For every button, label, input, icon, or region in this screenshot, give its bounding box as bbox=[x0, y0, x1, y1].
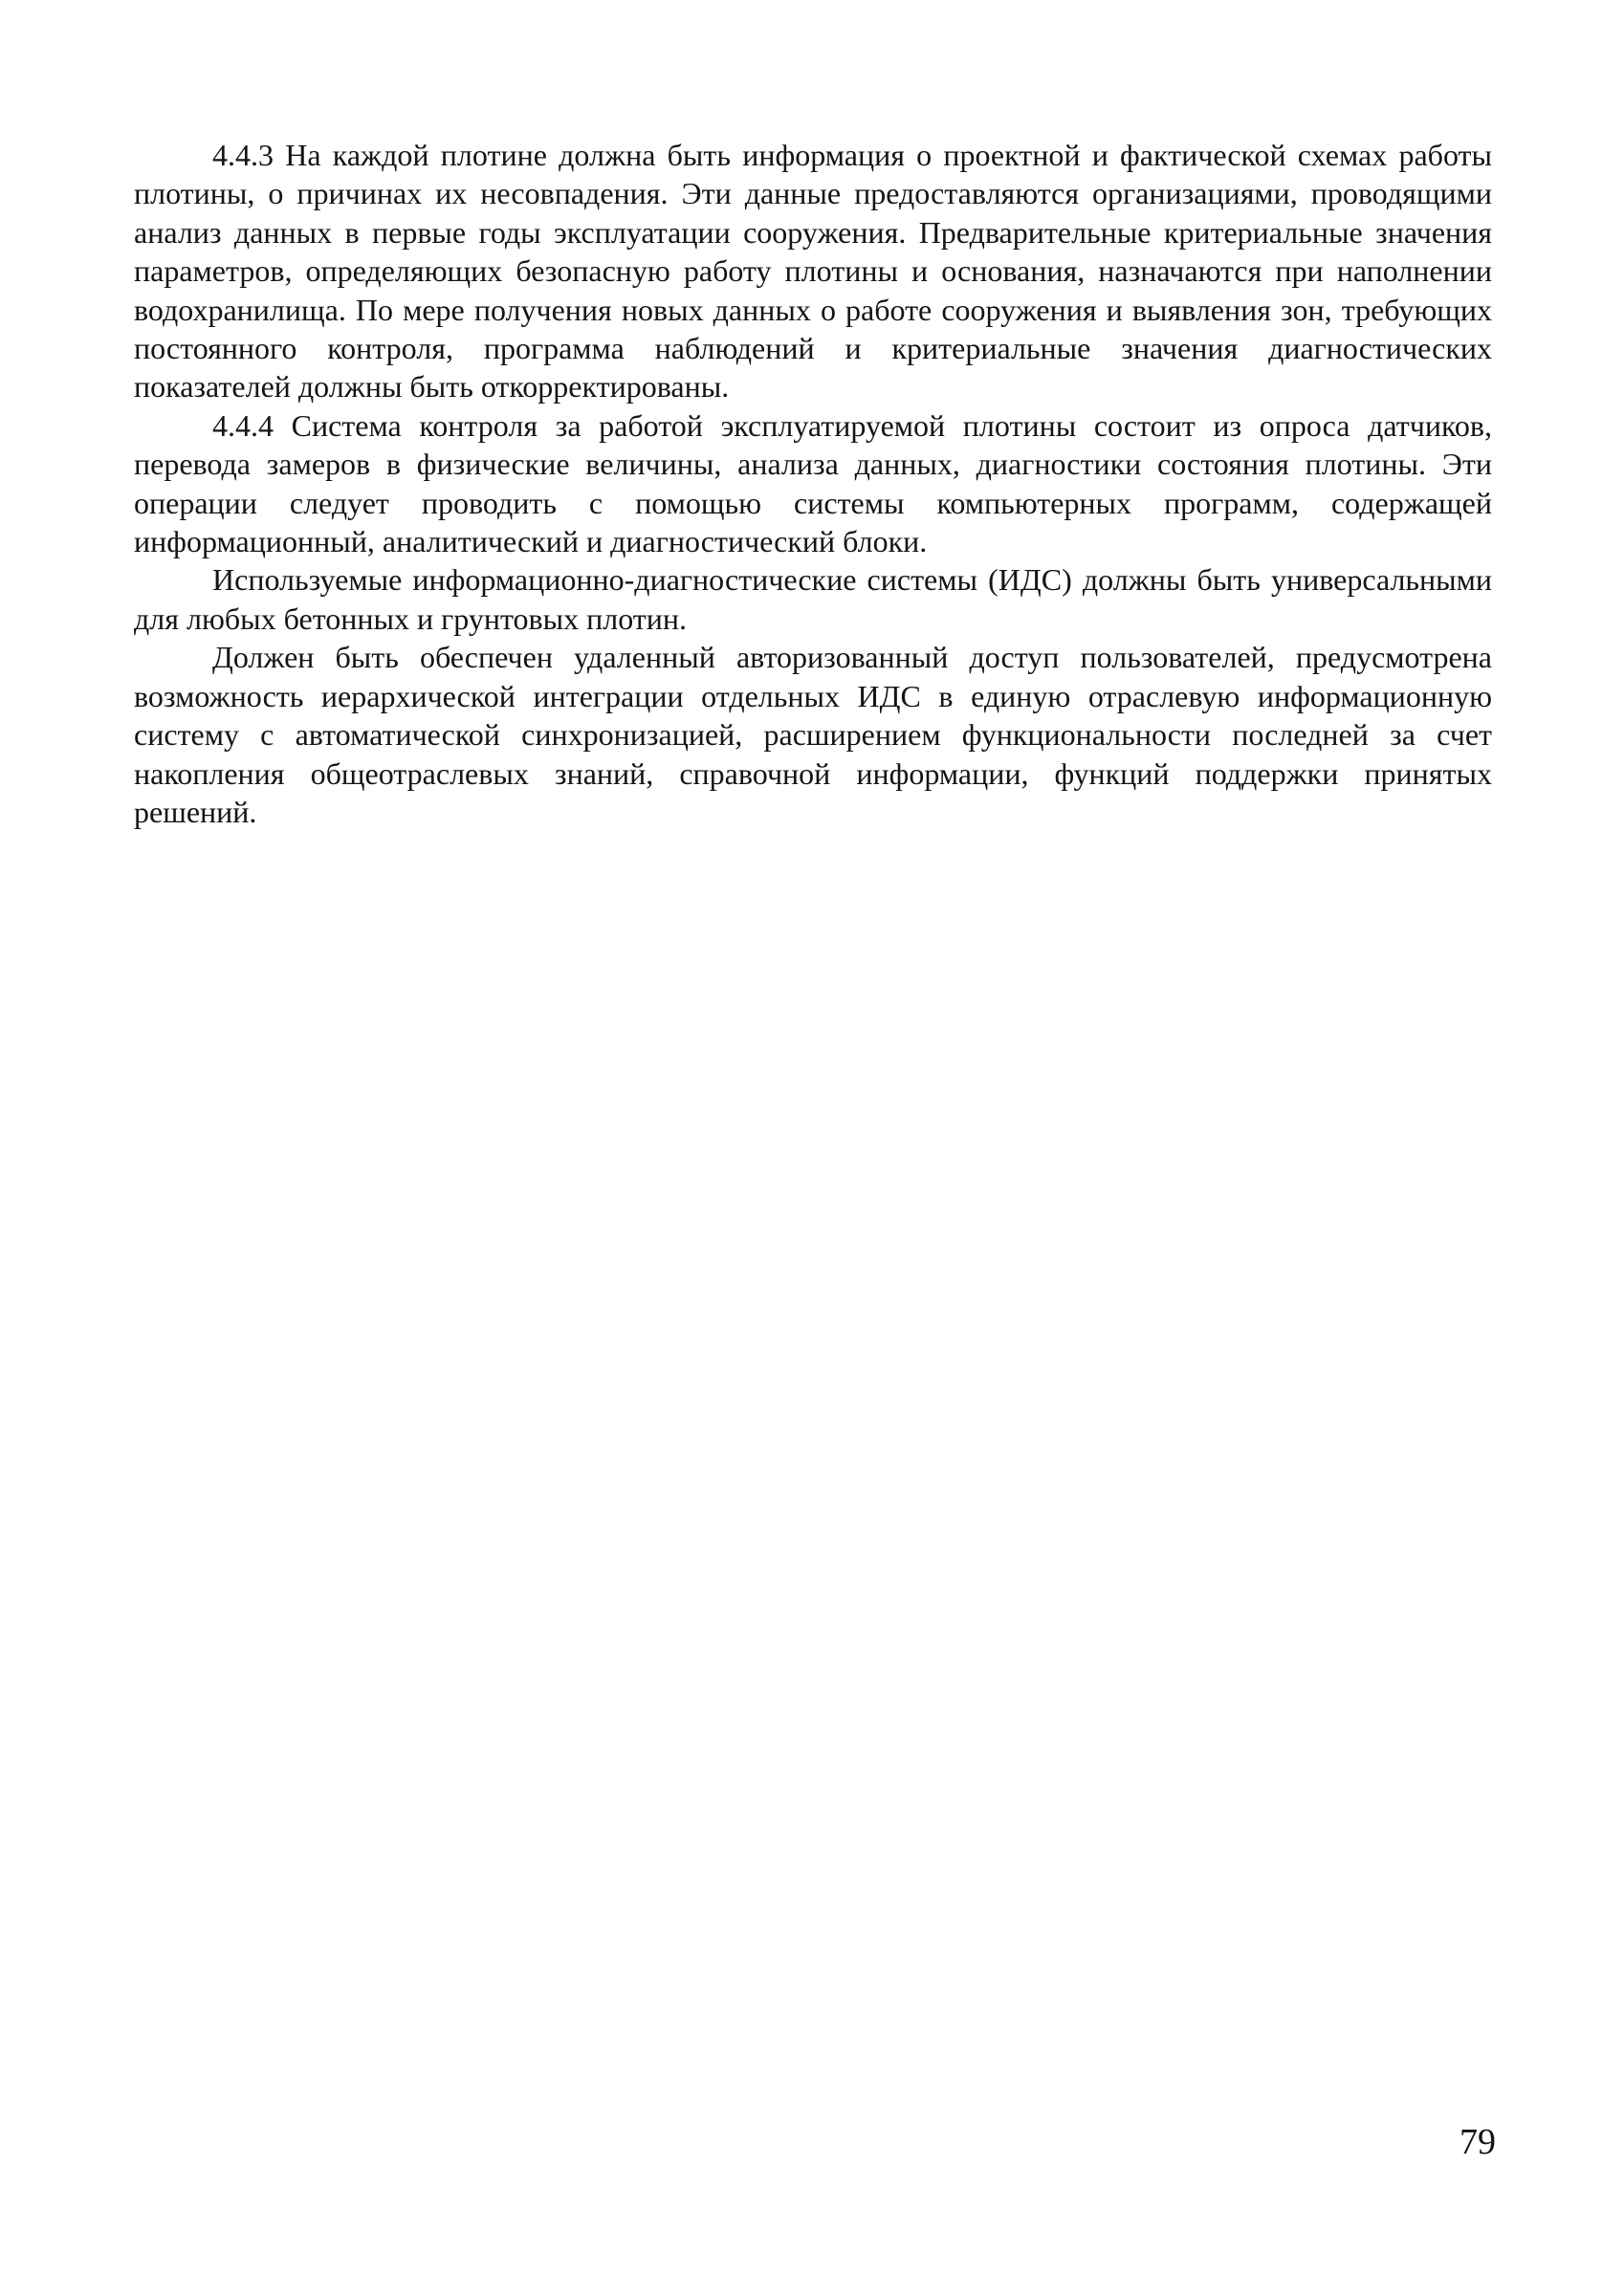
page-number: 79 bbox=[1459, 2122, 1496, 2162]
body-text bbox=[134, 136, 1492, 831]
paragraph-4-4-3: 4.4.3 На каждой плотине должна быть информация о проектной и фактической схемах работы плотины, о причинах их несовпадения. Эти данные предоставляются организациями, проводящими анализ данных в первые годы эксплуатации сооружения. Предварительные критериальные значения параметров, определяющих безопасную работу плотины и основания, назначаются при наполнении водохранилища. По мере получения новых данных о работе сооружения и выявления зон, требующих постоянного контроля, программа наблюдений и критериальные значения диагностических показателей должны быть откорректированы. bbox=[134, 138, 1492, 405]
paragraph-4-4-4: 4.4.4 Система контроля за работой эксплуатируемой плотины состоит из опроса датчиков, перевода замеров в физические величины, анализа данных, диагностики состояния плотины. Эти операции следует проводить с помощью системы компьютерных программ, содержащей информационный, аналитический и диагностический блоки. bbox=[134, 407, 1492, 559]
paragraph-ids-universal: Используемые информационно-диагностические системы (ИДС) должны быть универсальными для любых бетонных и грунтовых плотин. bbox=[134, 562, 1492, 636]
paragraph-remote-access: Должен быть обеспечен удаленный авторизованный доступ пользователей, предусмотрена возможность иерархической интеграции отдельных ИДС в единую отраслевую информационную систему с автоматической синхронизацией, расширением функциональности последней за счет накопления общеотраслевых знаний, справочной информации, функций поддержки принятых решений. bbox=[134, 640, 1492, 829]
